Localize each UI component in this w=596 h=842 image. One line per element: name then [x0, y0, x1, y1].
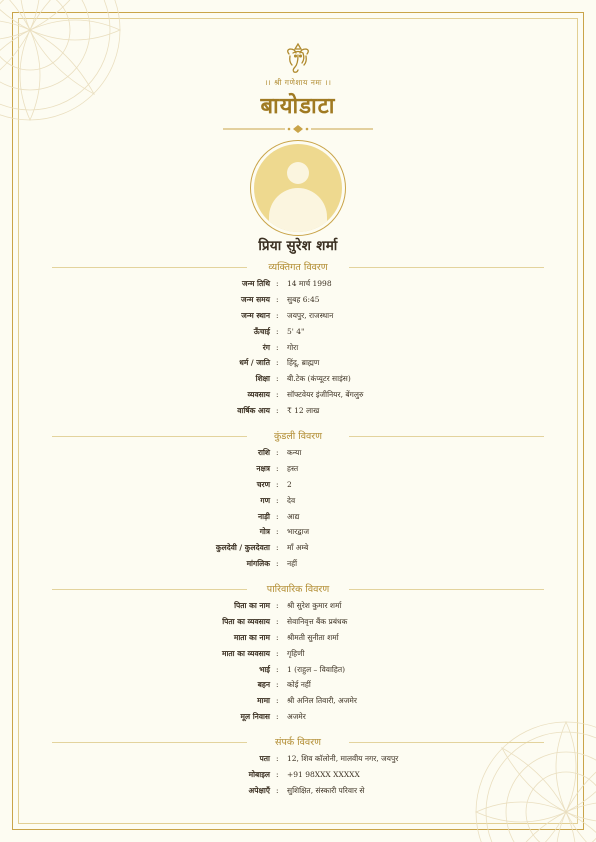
- detail-value: देव: [287, 495, 296, 505]
- detail-row: [0, 617, 596, 633]
- detail-value: अजमेर: [287, 712, 306, 722]
- detail-row: [0, 464, 596, 480]
- detail-separator: :: [276, 648, 279, 658]
- detail-label: नाड़ी: [257, 511, 270, 521]
- detail-value: 2: [287, 479, 292, 489]
- detail-label: पिता का व्यवसाय: [222, 616, 270, 626]
- detail-separator: :: [276, 479, 279, 489]
- detail-value: भारद्वाज: [287, 527, 310, 537]
- section-title: व्यक्तिगत विवरण: [268, 262, 328, 273]
- section-title: कुंडली विवरण: [273, 431, 323, 442]
- detail-value: सुशिक्षित, संस्कारी परिवार से: [287, 785, 365, 795]
- detail-label: मामा: [257, 696, 270, 706]
- detail-value: सेवानिवृत्त बैंक प्रबंधक: [287, 616, 348, 626]
- detail-row: [0, 512, 596, 528]
- user-avatar-icon: [254, 144, 342, 232]
- detail-label: गोत्र: [259, 527, 270, 537]
- detail-row: [0, 448, 596, 464]
- detail-value: माँ अम्बे: [287, 543, 309, 553]
- detail-separator: :: [276, 358, 279, 368]
- section-title: संपर्क विवरण: [275, 737, 321, 748]
- section-contact: [0, 735, 596, 802]
- section-kundali: [0, 429, 596, 575]
- detail-label: राशि: [257, 448, 270, 457]
- detail-row: [0, 480, 596, 496]
- detail-value: श्री अनिल तिवारी, अजमेर: [287, 696, 357, 706]
- detail-row: [0, 279, 596, 295]
- detail-value: बी.टेक (कंप्यूटर साइंस): [287, 374, 351, 384]
- detail-separator: :: [276, 279, 279, 288]
- detail-value: श्री सुरेश कुमार शर्मा: [287, 601, 342, 610]
- ganesha-icon: [283, 42, 313, 74]
- detail-separator: :: [276, 754, 279, 763]
- detail-label: नक्षत्र: [256, 463, 270, 473]
- section-personal: [0, 260, 596, 422]
- detail-row: [0, 311, 596, 327]
- detail-label: मांगलिक: [246, 559, 270, 569]
- detail-value: गृहिणी: [287, 648, 305, 658]
- detail-row: [0, 358, 596, 374]
- invocation-text: ।। श्री गणेशाय नमः ।।: [264, 78, 332, 87]
- detail-row: [0, 696, 596, 712]
- detail-label: शिक्षा: [255, 374, 270, 384]
- detail-label: कुलदेवी / कुलदेवता: [215, 543, 270, 553]
- detail-separator: :: [276, 326, 279, 336]
- detail-label: मूल निवास: [240, 712, 270, 722]
- detail-row: [0, 295, 596, 311]
- detail-row: [0, 754, 596, 770]
- section-title: पारिवारिक विवरण: [266, 584, 330, 595]
- detail-row: [0, 770, 596, 786]
- detail-value: हस्त: [287, 463, 299, 473]
- detail-row: [0, 712, 596, 728]
- detail-label: मोबाइल: [248, 769, 270, 779]
- document-title: बायोडाटा: [260, 93, 336, 119]
- detail-value: गोरा: [287, 342, 299, 352]
- detail-separator: :: [276, 696, 279, 706]
- detail-separator: :: [276, 543, 279, 553]
- detail-row: [0, 374, 596, 390]
- detail-value: 14 मार्च 1998: [287, 279, 332, 288]
- detail-value: कोई नहीं: [287, 680, 311, 690]
- detail-label: पता: [259, 754, 270, 763]
- detail-row: [0, 343, 596, 359]
- detail-separator: :: [276, 527, 279, 537]
- detail-label: पिता का नाम: [234, 601, 270, 610]
- detail-row: [0, 633, 596, 649]
- detail-label: चरण: [256, 479, 270, 489]
- detail-label: जन्म स्थान: [241, 310, 270, 320]
- detail-value: श्रीमती सुनीता शर्मा: [287, 632, 339, 642]
- detail-value: 12, शिव कॉलोनी, मालवीय नगर, जयपुर: [287, 754, 399, 763]
- detail-separator: :: [276, 342, 279, 352]
- detail-separator: :: [276, 680, 279, 690]
- detail-separator: :: [276, 559, 279, 569]
- detail-row: [0, 601, 596, 617]
- detail-value: 1 (राहुल – विवाहित): [287, 664, 346, 674]
- detail-label: अपेक्षाएँ: [248, 785, 270, 795]
- detail-separator: :: [276, 390, 279, 400]
- detail-label: बहन: [257, 680, 270, 690]
- title-divider: [223, 124, 373, 134]
- detail-row: [0, 559, 596, 575]
- detail-label: जन्म तिथि: [242, 279, 270, 288]
- detail-separator: :: [276, 632, 279, 642]
- detail-value: ₹ 12 लाख: [287, 406, 320, 416]
- detail-row: [0, 680, 596, 696]
- detail-separator: :: [276, 294, 279, 304]
- detail-value: कन्या: [287, 448, 302, 457]
- detail-label: रंग: [262, 342, 270, 352]
- profile-name: प्रिया सुरेश शर्मा: [258, 238, 338, 254]
- detail-label: भाई: [259, 664, 270, 674]
- detail-separator: :: [276, 616, 279, 626]
- detail-row: [0, 649, 596, 665]
- detail-value: जयपुर, राजस्थान: [287, 310, 334, 320]
- detail-row: [0, 665, 596, 681]
- header: [0, 42, 596, 134]
- detail-value: नहीं: [287, 559, 298, 569]
- detail-row: [0, 496, 596, 512]
- detail-separator: :: [276, 310, 279, 320]
- detail-label: जन्म समय: [241, 294, 270, 304]
- detail-separator: :: [276, 374, 279, 384]
- detail-value: सुबह 6:45: [287, 294, 320, 304]
- detail-separator: :: [276, 448, 279, 457]
- detail-label: वार्षिक आय: [237, 406, 270, 416]
- detail-separator: :: [276, 601, 279, 610]
- detail-row: [0, 543, 596, 559]
- detail-separator: :: [276, 664, 279, 674]
- detail-row: [0, 327, 596, 343]
- detail-label: माता का व्यवसाय: [221, 648, 270, 658]
- detail-value: +91 98XXX XXXXX: [287, 769, 360, 779]
- detail-value: आद्य: [287, 511, 300, 521]
- detail-label: गण: [260, 495, 270, 505]
- detail-separator: :: [276, 785, 279, 795]
- detail-separator: :: [276, 463, 279, 473]
- profile-photo-frame: [250, 140, 346, 236]
- detail-row: [0, 390, 596, 406]
- detail-value: 5' 4": [287, 326, 305, 336]
- detail-separator: :: [276, 406, 279, 416]
- detail-label: धर्म / जाति: [239, 358, 270, 368]
- detail-label: व्यवसाय: [247, 390, 270, 400]
- detail-separator: :: [276, 769, 279, 779]
- section-family: [0, 582, 596, 728]
- detail-label: माता का नाम: [233, 632, 270, 642]
- detail-separator: :: [276, 712, 279, 722]
- detail-value: सॉफ्टवेयर इंजीनियर, बेंगलुरु: [287, 390, 364, 400]
- detail-separator: :: [276, 511, 279, 521]
- detail-label: ऊँचाई: [253, 326, 270, 336]
- detail-row: [0, 527, 596, 543]
- detail-separator: :: [276, 495, 279, 505]
- detail-row: [0, 786, 596, 802]
- detail-row: [0, 406, 596, 422]
- detail-value: हिंदू, ब्राह्मण: [287, 358, 320, 368]
